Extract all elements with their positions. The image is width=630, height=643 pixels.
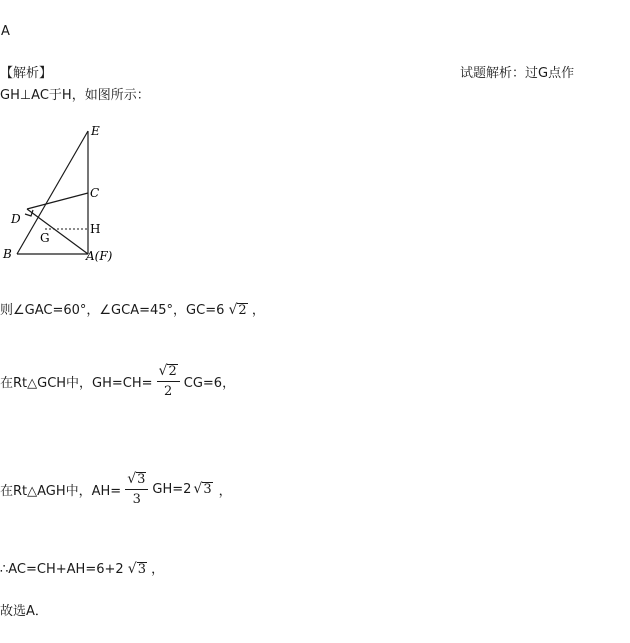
sqrt-3-b: √ 3 — [127, 560, 146, 577]
step-3-prefix: 在Rt△AGH中，AH= — [0, 483, 122, 499]
label-g: G — [40, 231, 50, 245]
analysis-heading: 【解析】 — [0, 66, 53, 81]
fraction-sqrt2-over-2: √ 2 2 — [157, 364, 180, 398]
label-d: D — [11, 212, 21, 226]
sqrt-3: √ 3 — [193, 480, 212, 497]
fraction-sqrt3-over-3: √ 3 3 — [125, 472, 148, 506]
step-5: 故选A． — [0, 604, 48, 619]
step-2-suffix: CG=6， — [183, 375, 236, 391]
label-e: E — [91, 124, 100, 138]
answer-letter: A — [1, 24, 10, 39]
step-1 — [0, 299, 265, 318]
segment-dc — [27, 193, 88, 209]
step-1-tail: ， — [251, 303, 265, 318]
segment-da — [27, 209, 88, 254]
step-4 — [0, 558, 164, 577]
analysis-intro-right: 试题解析：过G点作 — [460, 66, 575, 81]
step-3-tail: ， — [218, 483, 232, 499]
step-2-prefix: 在Rt△GCH中，GH=CH= — [0, 375, 153, 391]
segment-be — [17, 131, 88, 254]
label-h: H — [90, 222, 101, 236]
geometry-figure — [0, 118, 140, 268]
label-a-f: A(F) — [86, 249, 113, 263]
step-4-text: ∴AC=CH+AH=6+2 — [0, 562, 124, 577]
sqrt-2: √ 2 — [228, 301, 247, 318]
analysis-intro-line2: GH⊥AC于H，如图所示： — [0, 88, 150, 103]
step-3-mid: GH=2 — [152, 481, 192, 497]
label-b: B — [3, 247, 12, 261]
label-c: C — [90, 186, 100, 200]
step-1-text: 则∠GAC=60°，∠GCA=45°，GC=6 — [0, 303, 225, 318]
step-2 — [0, 364, 235, 398]
step-3 — [0, 472, 232, 506]
step-4-tail: ， — [151, 562, 165, 577]
